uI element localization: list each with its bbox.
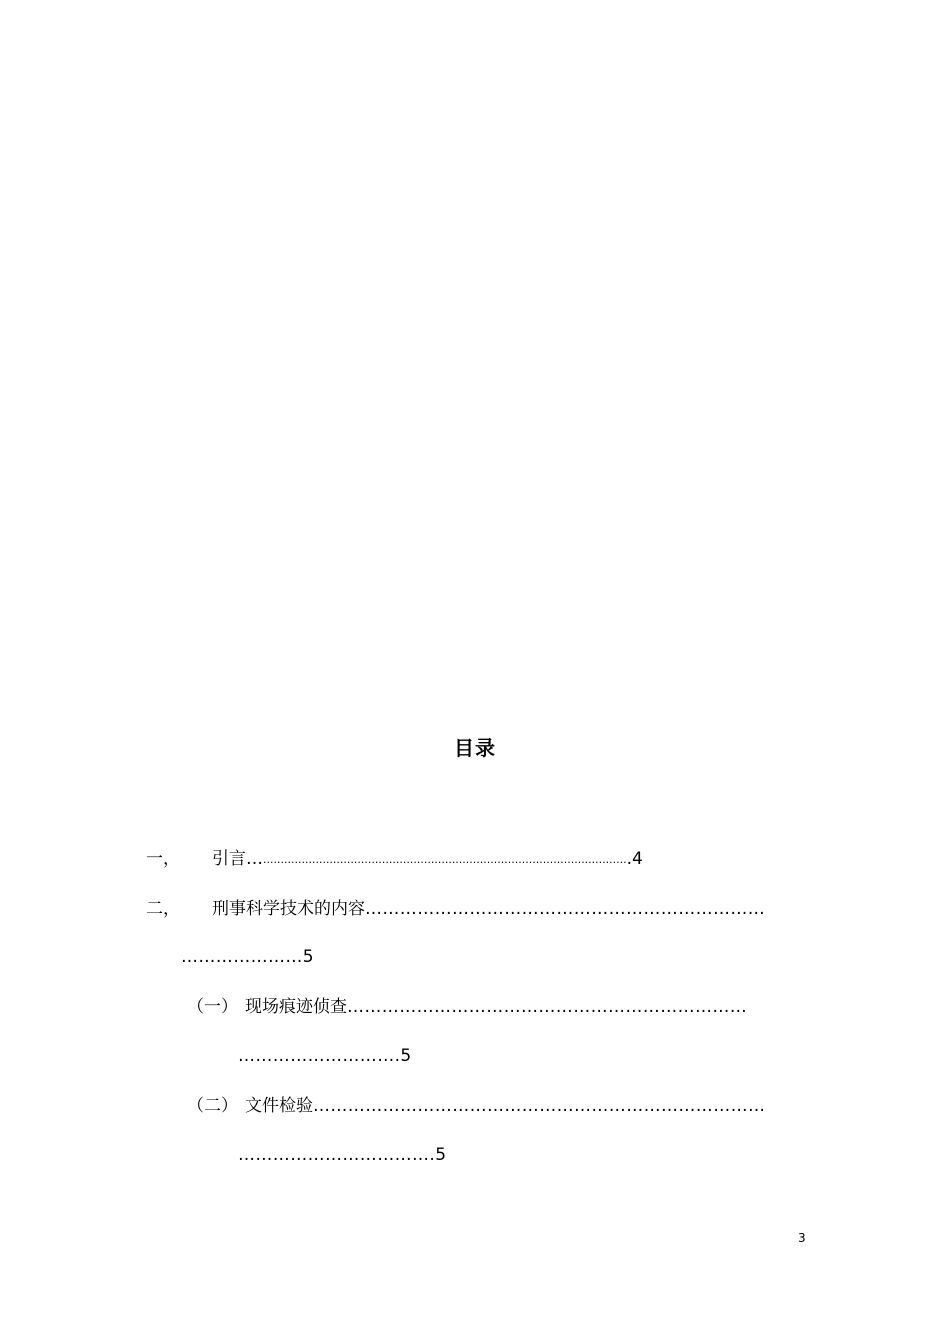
toc-leader: ……………………………………………………………: [347, 997, 748, 1017]
toc-entry-label: 刑事科学技术的内容: [212, 899, 365, 919]
toc-entry-number: 一，: [146, 849, 180, 869]
toc-entry[interactable]: [212, 897, 765, 921]
toc-page-number: .4: [626, 849, 643, 869]
toc-entry-label: 文件检验: [245, 1096, 313, 1116]
toc-leader-page: …………………5: [181, 947, 315, 967]
toc-entry[interactable]: [245, 1094, 765, 1118]
toc-entry-label: 引言: [212, 849, 246, 869]
toc-entry-continuation: [181, 945, 314, 969]
page-number: 3: [798, 1231, 806, 1245]
toc-entry-number: （一）: [187, 997, 238, 1017]
toc-leader: …: [246, 849, 263, 869]
toc-leader-page: ……………………….5: [238, 1046, 412, 1066]
toc-entry-continuation: [238, 1044, 412, 1068]
toc-entry-number: （二）: [187, 1096, 238, 1116]
toc-leader: ……………………………………………………………………: [313, 1096, 766, 1116]
toc-title: 目录: [454, 736, 496, 760]
toc-entry-continuation: [238, 1143, 446, 1167]
toc-leader: ……………………………………………………………: [365, 899, 766, 919]
toc-leader-dots: ........................................................................................................: [263, 853, 627, 866]
toc-entry[interactable]: [245, 995, 747, 1019]
toc-entry-number: 二，: [146, 899, 180, 919]
toc-entry[interactable]: [212, 847, 643, 872]
toc-entry-label: 现场痕迹侦查: [245, 997, 347, 1017]
toc-leader-page: …………………………….5: [238, 1145, 447, 1165]
